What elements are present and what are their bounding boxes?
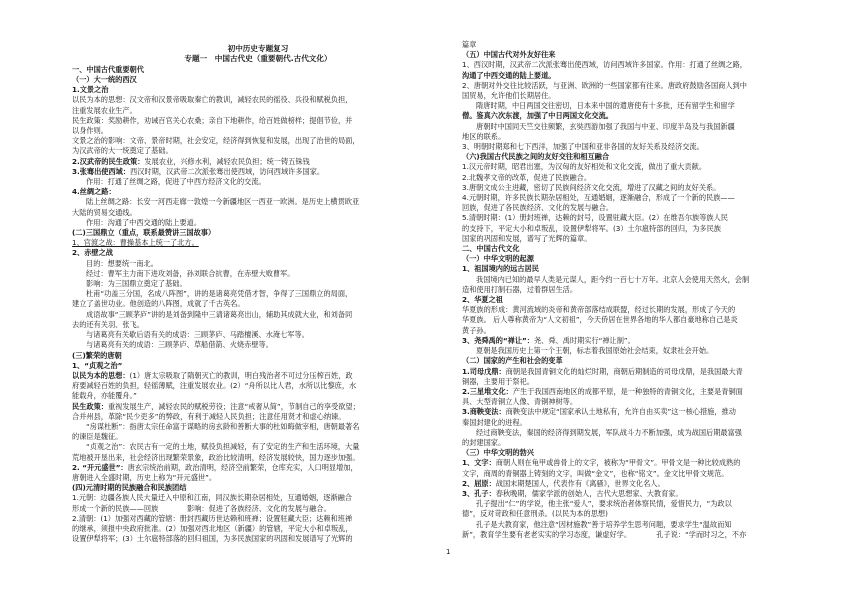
right-column-line: 经过商鞅变法，秦国的经济得到期发展，军队战斗力不断加强，成为战国后期最富强 [476,427,742,437]
right-column-line: 1、祖国境内的远古居民 [462,264,539,274]
right-column-line: 夏朝是我国历史上第一个王朝，标志着我国原始社会结束，奴隶社会开始。 [476,346,714,356]
right-column-line: 造和使用打制石器，过着群居生活。 [462,284,578,294]
right-column-line: 德”，反对苛政和任意刑杀。(以民为本的思想) [462,509,608,519]
left-column-line: 2. “开元盛世”：唐玄宗统治前期，政治清明，经济空前繁荣，仓库充实，人口明显增加， [72,462,358,472]
right-column-line: （六)我国古代民族之间的友好交往和相互融合 [462,152,610,162]
left-column-line: 合并州县，革除“民少吏多”的弊政，有利于减轻人民负担；注意任用贤才和虚心纳谏。 [72,411,346,421]
left-column-line: 民生政策：奖励耕作，劝诫百官关心农桑；亲自下地耕作，给百姓做榜样；提倡节俭，并 [72,115,353,125]
right-column-line: 新”，教育学生要有老老实实的学习态度，谦虚好学。 孔子说：“学而时习之，不亦 [462,529,747,539]
right-column-line: 隋唐时期，中日两国交往密切，日本来中国的遣唐使有十多批，还有留学生和留学 [476,101,735,111]
left-column-line: 杜甫“功盖三分国，名成八阵图”，讲的是诸葛亮凭借才智，争得了三国鼎立的局面， [86,289,353,299]
right-column-line: （一）中华文明的起源 [462,254,534,264]
right-column-line: 2.北魏孝文帝的改革，促进了民族融合。 [462,172,592,182]
left-column-line: 的谏臣是魏征。 [72,432,123,442]
left-column-line: （一）大一统的西汉 [72,75,137,85]
left-column-line: (四)元清时期的民族融合和民族团结 [72,483,187,493]
left-column-line: 一、中国古代重要朝代 [72,64,144,74]
left-column-line: 1.文景之治 [72,85,109,95]
right-column-line: 国家的巩固和发展，谱写了光辉的篇章。 [462,233,592,243]
right-column-line: 文字，商周的青铜器上铸刻的文字，叫做“金文”，也称“铭文”。金文比甲骨文规范。 [462,468,729,478]
left-column-line: 作用：打通了丝绸之路，促进了中西方经济文化的交流。 [86,177,266,187]
left-column-line: 2、赤壁之战 [72,248,113,258]
right-column-line: 孔子提出“仁”的学说，他主张“爱人”，要求统治者体察民情，爱惜民力，“为政以 [476,499,732,509]
left-column-line: 为汉武帝的大一统奠定了基础。 [72,146,173,156]
right-column-line: 我国境内已知的最早人类是元谋人，距今约一百七十万年。北京人会使用天然火，会制 [476,274,750,284]
right-column-line: 2、屈原：战国末期楚国人，代表作有《离骚》，世界文化名人。 [462,478,665,488]
left-column-line: 经过：曹军主力南下进攻刘备，孙刘联合抗曹，在赤壁大败曹军。 [86,268,295,278]
right-column-line: 2.三星堆文化：产生于我国西南地区的成都平原，是一种独特的青铜文化，主要是青铜面 [462,386,743,396]
right-column-line: 黄子孙。 [462,325,491,335]
right-column-line: 秦国封建化的进程。 [462,417,527,427]
left-column-line: 府要减轻百姓的负担，轻徭薄赋，注重发展农业。(2）“舟所以比人君，水所以比黎庶，水 [72,381,357,391]
right-column-line: 孔子是大教育家，他注意“因材施教”善于培养学生思考问题，要求学生“温故而知 [476,519,732,529]
left-column-line: 以身作则。 [72,126,108,136]
right-column-line: （三）中华文明的勃兴 [462,448,534,458]
right-column-line: 2、华夏之祖 [462,295,503,305]
left-column-line: 1、“贞观之治” [72,360,123,370]
left-column-line: 民生政策：重视发展生产，减轻农民的赋税劳役；注意“戒奢从简”，节制自己的享受欲望； [72,401,360,411]
right-column-line: 3.唐朝文成公主进藏，密切了民族间经济文化交流，增进了汉藏之间的友好关系。 [462,182,721,192]
right-column-line: 篇章 [462,40,477,49]
left-column-line: 建立了盖世功业。他创造的八阵图，成就了千古英名。 [72,299,245,309]
left-column-line: “贞观之治”：农民古有一定的土地，赋役负担减轻，有了安定的生产和生活环境，大量 [86,442,360,452]
left-column-line: 大陆的贸易交通线。 [72,207,137,217]
right-column-line: （五）中国古代对外友好往来 [462,50,556,60]
left-column-line: 影响：为三国鼎立奠定了基础。 [86,279,187,289]
left-column-line: (三)繁荣的唐朝 [72,350,122,360]
left-column-line: 4.丝绸之路： [72,187,116,197]
left-column-line: “房谋杜断”：指唐太宗任命富于谋略的房玄龄和善断大事的杜如晦做宰相，唐朝最著名 [86,421,360,431]
right-column-line: 唐朝时中国同天竺交往频繁，玄奘西游加强了我国与中亚、印度半岛及与我国新疆 [476,121,735,131]
right-column-line: 1.汉元帝时期，昭君出塞，为汉匈的友好相处和文化交流，做出了重大贡献。 [462,162,707,172]
right-column-line: 1.司母戊鼎：商朝是我国青铜文化的灿烂时期，商朝后期制造的司母戊鼎，是我国最大青 [462,366,743,376]
right-column-line: 僧。鉴真六次东渡，加强了中日两国文化交流。 [462,111,613,121]
left-column-line: 2.清朝：(1）加强对西藏的管辖：册封西藏历世达赖和班禅；设置驻藏大臣；达赖和班禅 [72,513,353,523]
left-column-line: 2.汉武帝的民生政策：发展农业，兴修水利，减轻农民负担；统一铸五铢钱 [72,156,310,166]
left-column-line: 与诸葛亮有关的成语：三顾茅庐、草船借箭、火烧赤壁等。 [86,340,273,350]
left-column-line: 的继承，须报中央政府批准。(2）加强对西北地区（新疆）的管辖，平定大小和卓叛乱， [72,523,353,533]
left-column-line: 作用：沟通了中西交通的陆上要道。 [86,217,202,227]
left-column-line: 设置伊犁将军；(3）土尔扈特部落的回归祖国，为多民族国家的巩固和发展谱写了光辉的 [72,534,353,544]
page-number: 1 [446,548,451,556]
left-column-line: 与诸葛亮有关歇后语有关的成语：三顾茅庐、马踏檀溪、水淹七军等。 [86,330,309,340]
right-column-line: 国贸易，允许他们长期居住。 [462,91,556,101]
right-column-line: 5.清朝时期：(1）册封班禅，达赖的封号，设置驻藏大臣。(2）在维吾尔族等族人民 [462,213,728,223]
left-column-line: 唐朝进入全盛时期，历史上称为“开元盛世”。 [72,472,217,482]
left-column-line: 1.元朝：边疆各族人民大量迁入中原和江南，同汉族长期杂居相处，互通婚姻，逐渐融合 [72,493,352,503]
left-column-line: 初中历史专题复习 [227,44,289,53]
right-column-line: 沟通了中西交通的陆上要道。 [462,70,556,80]
right-column-line: 3、尧舜禹的“禅让”：尧、舜、禹时期实行“禅让制”。 [462,335,635,345]
right-column-line: 的封建国家。 [462,437,506,447]
right-column-line: 2、唐朝对外交往比较活跃，与亚洲、欧洲的一些国家都有往来。唐政府鼓励各国商人到中 [462,80,747,90]
right-column-line: 华夏族。 后人尊称黄帝为“人文初祖”，今天侨居在世界各地的华人都自豪地称自己是炎 [462,315,738,325]
left-column-line: 注重发展农业生产。 [72,105,137,115]
left-column-line: 能载舟，亦能覆舟。” [72,391,137,401]
left-column-line: 1、官渡之战：曹操基本上统一了北方。 [72,238,199,248]
right-column-line: 地区的联系。 [462,131,506,141]
right-column-line: 的支持下，平定大小和卓叛乱，设置伊犁将军。(3）土尔扈特部的回归，为多民族 [462,223,721,233]
left-column-line: 成语故事“三顾茅庐”讲的是刘备到隆中三请诸葛亮出山，辅助其成就大业，和刘备同 [86,309,353,319]
left-column-line: 以民为本的思想：汉文帝和汉景帝吸取秦亡的教训，减轻农民的徭役、兵役和赋税负担， [72,95,353,105]
left-column-line: 文景之治的影响：文帝、景帝时期，社会安定，经济得到恢复和发展，出现了治世的局面， [72,136,360,146]
left-column-line: 目的：想要统一南北。 [86,258,158,268]
right-column-line: 回族，促进了各民族经济、文化的发展与融合。 [462,203,613,213]
left-column-line: 以民为本的思想：(1）唐太宗吸取了隋朝灭亡的教训，明白残治者不可过分压榨百姓，政 [72,370,353,380]
right-column-line: 1、西汉时期，汉武帝二次派张骞出使西域，访问西域许多国家。作用：打通了丝绸之路， [462,60,747,70]
right-column-line: 3.商鞅变法：商鞅变法中规定“国家承认土地私有，允许自由买卖”这一核心措施，推动 [462,407,736,417]
left-column-line: 3.张骞出使西域：西汉时期，汉武帝二次派张骞出使西域，访问西域许多国家。 [72,166,325,176]
left-column-line: 专题一 中国古代史（重要朝代.古代文化） [184,54,332,64]
left-column-line: 去的还有关羽、张飞。 [72,319,144,329]
right-column-line: 华夏族的形成：黄河流域的炎帝和黄帝部落结成联盟，经过长期的发展，形成了今天的 [462,305,736,315]
left-column [72,44,444,544]
right-column-line: 3、孔子：春秋晚期，儒家学派的创始人，古代大思想家、大教育家。 [462,488,683,498]
right-column-line: 铜器，主要用于祭祀。 [462,376,534,386]
right-column-line: 二、中国古代文化 [462,244,520,254]
left-column-line: (二)三国鼎立（重点，联系最赞讲三国故事） [72,228,216,238]
right-column-line: 4.元朝时期，许多民族长期杂居相处，互通婚姻，逐渐融合，形成了一个新的民族—— [462,193,735,203]
right-column-line: 1、文字：商朝人则在龟甲或兽骨上的文字，被称为“甲骨文”。甲骨文是一种比较成熟的 [462,458,741,468]
right-column-line: 具、大型青铜立人像、青铜神树等。 [462,397,578,407]
right-column [462,40,792,540]
left-column-line: 形成一个新的民族——回族 影响：促进了各族经济、文化的发展与融合。 [72,503,331,513]
left-column-line: 荒地被开垦出来，社会经济出现繁荣景象，政治比较清明，经济发展较快，国力逐步加强。 [72,452,360,462]
right-column-line: 3、明朝时期郑和七下西洋，加强了中国和亚非各国的友好关系及经济交流。 [462,142,704,152]
right-column-line: （二）国家的产生和社会的变革 [462,356,563,366]
left-column-line: 陆上丝绸之路：长安一河西走廊一敦煌一今新疆地区一西亚一欧洲。是历史上横贯欧亚 [86,197,360,207]
